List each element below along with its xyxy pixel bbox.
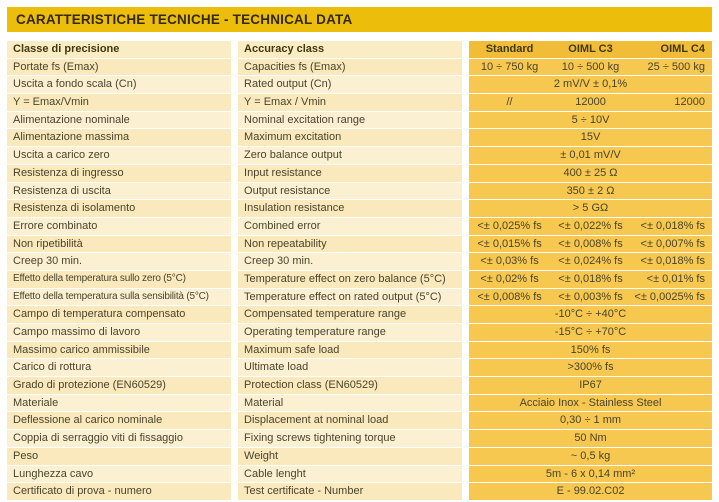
row-values	[469, 253, 712, 270]
value-all-classes: 5m - 6 x 0,14 mm²	[545, 467, 636, 480]
row-label-english: Temperature effect on rated output (5°C)	[238, 289, 462, 306]
table-row	[7, 147, 712, 164]
row-label-english: Protection class (EN60529)	[238, 377, 462, 394]
table-row	[7, 324, 712, 341]
value-all-classes: ± 0,01 mV/V	[560, 149, 621, 162]
row-label-italian: Resistenza di isolamento	[7, 200, 231, 217]
column-header-values	[469, 41, 712, 58]
table-row	[7, 129, 712, 146]
row-label-italian: Alimentazione nominale	[7, 112, 231, 129]
value-all-classes: 350 ± 2 Ω	[566, 184, 615, 197]
row-label-english: Fixing screws tightening torque	[238, 430, 462, 447]
row-label-italian: Materiale	[7, 395, 231, 412]
row-label-italian: Resistenza di ingresso	[7, 165, 231, 182]
value-all-classes: >300% fs	[567, 361, 614, 374]
table-row	[7, 306, 712, 323]
row-values	[469, 324, 712, 341]
value-all-classes: -15°C ÷ +70°C	[554, 326, 627, 338]
row-label-italian: Resistenza di uscita	[7, 183, 231, 200]
table-row	[7, 183, 712, 200]
row-values	[469, 59, 712, 76]
value-all-classes: 400 ± 25 Ω	[563, 166, 618, 179]
row-values	[469, 483, 712, 500]
row-label-english: Operating temperature range	[238, 324, 462, 341]
row-values	[469, 448, 712, 465]
row-label-english: Ultimate load	[238, 359, 462, 376]
row-label-english: Output resistance	[238, 183, 462, 200]
row-label-english: Combined error	[238, 218, 462, 235]
value-all-classes: ~ 0,5 kg	[570, 449, 611, 462]
table-row	[7, 112, 712, 129]
value-oiml-c3: <± 0,018% fs	[558, 272, 623, 285]
row-label-english: Input resistance	[238, 165, 462, 182]
row-label-italian: Portate fs (Emax)	[7, 59, 231, 76]
row-values	[469, 342, 712, 359]
row-values	[469, 112, 712, 129]
row-values	[469, 129, 712, 146]
row-values	[469, 218, 712, 235]
row-label-italian: Certificato di prova - numero	[7, 483, 231, 500]
table-row	[7, 236, 712, 253]
table-row	[7, 412, 712, 429]
table-row	[7, 165, 712, 182]
row-label-english: Capacities fs (Emax)	[238, 59, 462, 76]
value-all-classes: > 5 GΩ	[572, 202, 609, 215]
technical-data-table	[7, 41, 712, 500]
table-row	[7, 395, 712, 412]
row-label-italian: Coppia di serraggio viti di fissaggio	[7, 430, 231, 447]
row-label-english: Cable lenght	[238, 466, 462, 483]
value-oiml-c4: <± 0,018% fs	[640, 219, 705, 232]
value-oiml-c4: 25 ÷ 500 kg	[647, 60, 705, 73]
value-all-classes: 5 ÷ 10V	[571, 113, 610, 126]
column-header-standard: Standard	[485, 43, 534, 55]
title-bar	[7, 7, 712, 32]
row-label-english: Material	[238, 395, 462, 412]
row-label-italian: Grado di protezione (EN60529)	[7, 377, 231, 394]
table-row	[7, 200, 712, 217]
row-label-english: Displacement at nominal load	[238, 412, 462, 429]
row-values	[469, 94, 712, 111]
row-label-italian: Alimentazione massima	[7, 129, 231, 146]
value-standard: <± 0,015% fs	[477, 237, 542, 250]
table-row	[7, 289, 712, 306]
row-label-italian: Lunghezza cavo	[7, 466, 231, 483]
row-label-italian: Effetto della temperatura sulla sensibilità (5°C)	[7, 289, 231, 306]
value-all-classes: 0,30 ÷ 1 mm	[559, 414, 622, 427]
row-label-english: Test certificate - Number	[238, 483, 462, 500]
row-label-italian: Non ripetibilità	[7, 236, 231, 253]
value-oiml-c4: <± 0,01% fs	[646, 272, 705, 285]
page-title: CARATTERISTICHE TECNICHE - TECHNICAL DATA	[16, 12, 353, 27]
row-label-english: Weight	[238, 448, 462, 465]
column-header-english: Accuracy class	[238, 41, 462, 58]
row-label-italian: Deflessione al carico nominale	[7, 412, 231, 429]
column-header-oiml-c3: OIML C3	[568, 43, 613, 55]
row-label-italian: Effetto della temperatura sullo zero (5°C)	[7, 271, 231, 288]
row-label-italian: Campo massimo di lavoro	[7, 324, 231, 341]
table-row	[7, 94, 712, 111]
value-all-classes: 50 Nm	[574, 432, 607, 445]
row-label-english: Maximum safe load	[238, 342, 462, 359]
value-oiml-c4: <± 0,0025% fs	[634, 290, 705, 303]
row-values	[469, 147, 712, 164]
table-row	[7, 59, 712, 76]
row-values	[469, 359, 712, 376]
row-label-italian: Uscita a fondo scala (Cn)	[7, 76, 231, 93]
column-header-oiml-c4: OIML C4	[660, 43, 705, 55]
value-standard: <± 0,025% fs	[477, 219, 542, 232]
row-label-italian: Errore combinato	[7, 218, 231, 235]
table-row	[7, 448, 712, 465]
row-label-english: Zero balance output	[238, 147, 462, 164]
row-label-english: Temperature effect on zero balance (5°C)	[238, 271, 462, 288]
row-label-italian: Uscita a carico zero	[7, 147, 231, 164]
table-row	[7, 76, 712, 93]
value-standard: 10 ÷ 750 kg	[480, 60, 539, 73]
row-label-english: Maximum excitation	[238, 129, 462, 146]
row-label-english: Rated output (Cn)	[238, 76, 462, 93]
value-standard: //	[506, 96, 513, 109]
table-row	[7, 359, 712, 376]
value-oiml-c3: 10 ÷ 500 kg	[561, 60, 620, 73]
row-values	[469, 466, 712, 483]
table-row	[7, 430, 712, 447]
table-row	[7, 253, 712, 270]
column-header-italian: Classe di precisione	[7, 41, 231, 58]
row-values	[469, 200, 712, 217]
row-values	[469, 412, 712, 429]
table-row	[7, 218, 712, 235]
value-oiml-c3: <± 0,024% fs	[558, 255, 623, 268]
row-values	[469, 377, 712, 394]
value-oiml-c3: 12000	[575, 96, 606, 109]
table-row	[7, 466, 712, 483]
row-label-italian: Campo di temperatura compensato	[7, 306, 231, 323]
row-values	[469, 183, 712, 200]
table-row	[7, 342, 712, 359]
row-values	[469, 165, 712, 182]
row-values	[469, 395, 712, 412]
row-label-italian: Carico di rottura	[7, 359, 231, 376]
row-values	[469, 306, 712, 323]
table-body	[7, 59, 712, 500]
value-oiml-c3: <± 0,022% fs	[558, 219, 623, 232]
row-label-english: Compensated temperature range	[238, 306, 462, 323]
value-standard: <± 0,03% fs	[480, 255, 539, 268]
value-oiml-c4: 12000	[674, 96, 705, 109]
row-values	[469, 430, 712, 447]
value-all-classes: -10°C ÷ +40°C	[554, 308, 627, 321]
row-label-english: Y = Emax / Vmin	[238, 94, 462, 111]
value-all-classes: Acciaio Inox - Stainless Steel	[519, 396, 662, 409]
row-values	[469, 76, 712, 93]
row-values	[469, 271, 712, 288]
row-label-english: Nominal excitation range	[238, 112, 462, 129]
row-label-italian: Massimo carico ammissibile	[7, 342, 231, 359]
value-all-classes: 15V	[580, 131, 601, 144]
row-values	[469, 236, 712, 253]
row-label-italian: Creep 30 min.	[7, 253, 231, 270]
value-standard: <± 0,02% fs	[480, 272, 539, 285]
table-header-row	[7, 41, 712, 58]
value-all-classes: E - 99.02.C02	[556, 485, 625, 498]
value-all-classes: 2 mV/V ± 0,1%	[553, 78, 628, 91]
table-row	[7, 483, 712, 500]
table-row	[7, 271, 712, 288]
value-standard: <± 0,008% fs	[477, 290, 542, 303]
value-all-classes: IP67	[579, 379, 602, 392]
value-oiml-c3: <± 0,003% fs	[558, 290, 623, 303]
value-oiml-c3: <± 0,008% fs	[558, 237, 623, 250]
row-label-italian: Y = Emax/Vmin	[7, 94, 231, 111]
row-values	[469, 289, 712, 306]
row-label-english: Insulation resistance	[238, 200, 462, 217]
value-oiml-c4: <± 0,018% fs	[640, 255, 705, 268]
table-row	[7, 377, 712, 394]
row-label-english: Non repeatability	[238, 236, 462, 253]
value-all-classes: 150% fs	[570, 343, 611, 356]
row-label-italian: Peso	[7, 448, 231, 465]
row-label-english: Creep 30 min.	[238, 253, 462, 270]
value-oiml-c4: <± 0,007% fs	[640, 237, 705, 250]
